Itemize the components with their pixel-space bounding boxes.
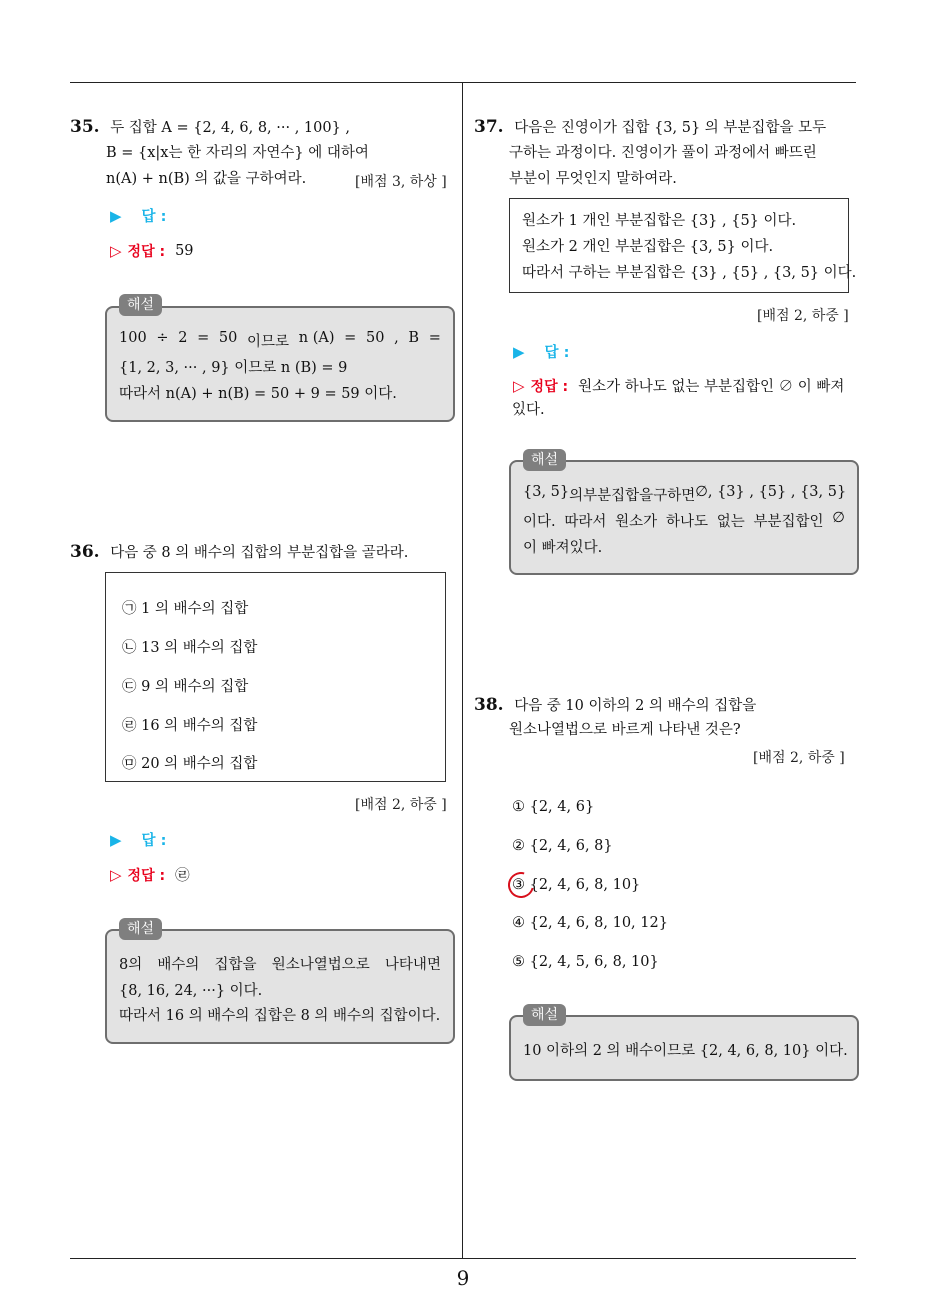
solution-tag: 해설 [119, 918, 162, 940]
choice-3[interactable]: ③ {2, 4, 6, 8, 10} [512, 877, 641, 893]
solution-box [105, 306, 455, 422]
correct-label: 정답 : [127, 244, 166, 260]
solution-line2 [523, 510, 845, 531]
sol-word: 8의 [119, 957, 143, 973]
process-line2: 원소가 2 개인 부분집합은 {3, 5} 이다. [522, 239, 774, 255]
problem-37-line3: 부분이 무엇인지 말하여라. [509, 171, 677, 187]
play-triangle-icon: ▶ [513, 342, 525, 361]
score-meta: [배점 2, 하중 ] [753, 750, 845, 766]
page-number: 9 [456, 1266, 470, 1290]
sol-word: = [428, 330, 441, 346]
solution-line3: 따라서 n(A) + n(B) = 50 + 9 = 59 이다. [119, 386, 397, 402]
problem-37-line2: 구하는 과정이다. 진영이가 풀이 과정에서 빠뜨린 [509, 145, 817, 161]
process-line3: 따라서 구하는 부분집합은 {3} , {5} , {3, 5} 이다. [522, 265, 857, 281]
sol-word: 50 [365, 330, 385, 346]
sol-word: 2 [178, 330, 188, 346]
sol-word: 원소나열법으로 [271, 957, 370, 973]
problem-number: 37. [474, 117, 504, 137]
solution-line1 [119, 330, 441, 351]
solution-tag: 해설 [523, 449, 566, 471]
choice-5[interactable]: ⑤ {2, 4, 5, 6, 8, 10} [512, 954, 659, 970]
problem-number: 38. [474, 695, 504, 715]
option-4: ㉣ 16 의 배수의 집합 [122, 718, 258, 734]
process-line1: 원소가 1 개인 부분집합은 {3} , {5} 이다. [522, 213, 797, 229]
problem-number: 36. [70, 542, 100, 562]
solution-tag: 해설 [119, 294, 162, 316]
solution-line2: {1, 2, 3, ··· , 9} 이므로 n (B) = 9 [119, 360, 348, 376]
correct-label: 정답 : [127, 867, 166, 884]
solution-line1: 10 이하의 2 의 배수이므로 {2, 4, 6, 8, 10} 이다. [523, 1043, 848, 1059]
sol-word: B [408, 330, 420, 346]
answer-row [110, 829, 166, 850]
choice-1[interactable]: ① {2, 4, 6} [512, 799, 595, 815]
option-1: ㉠ 1 의 배수의 집합 [122, 601, 249, 617]
solution-line3: 따라서 16 의 배수의 집합은 8 의 배수의 집합이다. [119, 1008, 441, 1024]
answer-label: 답 : [141, 209, 167, 225]
sol-word: 부분집합을 [583, 488, 654, 504]
outline-triangle-icon: ▷ [110, 865, 122, 884]
question-text: 두 집합 A = {2, 4, 6, 8, ··· , 100} , [110, 120, 351, 136]
answer-label: 답 : [544, 345, 570, 361]
top-rule [70, 82, 856, 83]
options-box [105, 572, 446, 782]
sol-word: 이다. [523, 514, 556, 530]
sol-word: 집합을 [214, 957, 257, 973]
problem-35-line3: n(A) + n(B) 의 값을 구하여라. [106, 171, 307, 187]
problem-number: 35. [70, 117, 100, 137]
sol-word: 배수의 [157, 957, 200, 973]
sol-word: 원소가 [615, 514, 658, 530]
sol-word: 부분집합인 [753, 514, 824, 530]
question-text: 다음은 진영이가 집합 {3, 5} 의 부분집합을 모두 [514, 120, 827, 136]
correct-value: ㉣ [175, 868, 190, 884]
column-divider [462, 82, 463, 1258]
solution-box [509, 460, 859, 575]
outline-triangle-icon: ▷ [513, 376, 525, 395]
problem-38-line2: 원소나열법으로 바르게 나타낸 것은? [509, 722, 741, 738]
question-text: 다음 중 8 의 배수의 집합의 부분집합을 골라라. [110, 545, 409, 561]
correct-answer-row [110, 864, 190, 885]
solution-tag: 해설 [523, 1004, 566, 1026]
sol-word: , [394, 330, 399, 346]
option-5: ㉤ 20 의 배수의 집합 [122, 756, 258, 772]
solution-box [105, 929, 455, 1044]
score-meta: [배점 2, 하중 ] [355, 797, 447, 813]
choice-4[interactable]: ④ {2, 4, 6, 8, 10, 12} [512, 915, 668, 931]
option-3: ㉢ 9 의 배수의 집합 [122, 679, 249, 695]
problem-38-line1 [474, 695, 756, 716]
solution-line2: {8, 16, 24, ···} 이다. [119, 983, 263, 999]
question-text: 다음 중 10 이하의 2 의 배수의 집합을 [514, 698, 757, 714]
answer-row [110, 205, 166, 226]
score-meta: [배점 2, 하중 ] [757, 308, 849, 324]
answer-row [513, 341, 569, 362]
correct-label: 정답 : [530, 378, 569, 395]
solution-line1 [523, 484, 845, 505]
problem-35-line1 [70, 117, 350, 138]
problem-35-line2: B = {x|x는 한 자리의 자연수} 에 대하여 [106, 145, 369, 161]
play-triangle-icon: ▶ [110, 206, 122, 225]
correct-value: 59 [175, 243, 194, 259]
correct-answer-row [513, 375, 844, 396]
score-meta: [배점 3, 하상 ] [355, 174, 447, 190]
sol-word: 이므로 [247, 334, 290, 350]
process-box [509, 198, 857, 293]
sol-word: = [344, 330, 357, 346]
sol-word: = [197, 330, 210, 346]
bottom-rule [70, 1258, 856, 1259]
play-triangle-icon: ▶ [110, 830, 122, 849]
sol-word: 의 [569, 488, 584, 504]
sol-word: 100 [119, 330, 147, 346]
sol-word: 구하면 [653, 488, 696, 504]
sol-word: n (A) [298, 330, 335, 346]
correct-answer-row [110, 241, 194, 261]
sol-word: 하나도 [665, 514, 708, 530]
sol-word: 50 [218, 330, 238, 346]
answer-label: 답 : [141, 833, 167, 849]
sol-word: 따라서 [564, 514, 607, 530]
solution-line3: 이 빠져있다. [523, 540, 603, 556]
sol-word: {3, 5} [523, 484, 570, 500]
problem-36-line1 [70, 542, 408, 563]
sol-word: 없는 [716, 514, 745, 530]
sol-word: 나타내면 [384, 957, 441, 973]
choice-2[interactable]: ② {2, 4, 6, 8} [512, 838, 613, 854]
correct-value-cont: 있다. [512, 402, 545, 418]
problem-37-line1 [474, 117, 826, 138]
sol-word: ÷ [156, 330, 169, 346]
sol-word: ∅, {3} , {5} , {3, 5} [695, 484, 847, 500]
correct-value: 원소가 하나도 없는 부분집합인 ∅ 이 빠져 [578, 379, 845, 395]
option-2: ㉡ 13 의 배수의 집합 [122, 640, 258, 656]
outline-triangle-icon: ▷ [110, 242, 122, 260]
solution-line1 [119, 953, 441, 974]
sol-word: ∅ [832, 510, 845, 526]
